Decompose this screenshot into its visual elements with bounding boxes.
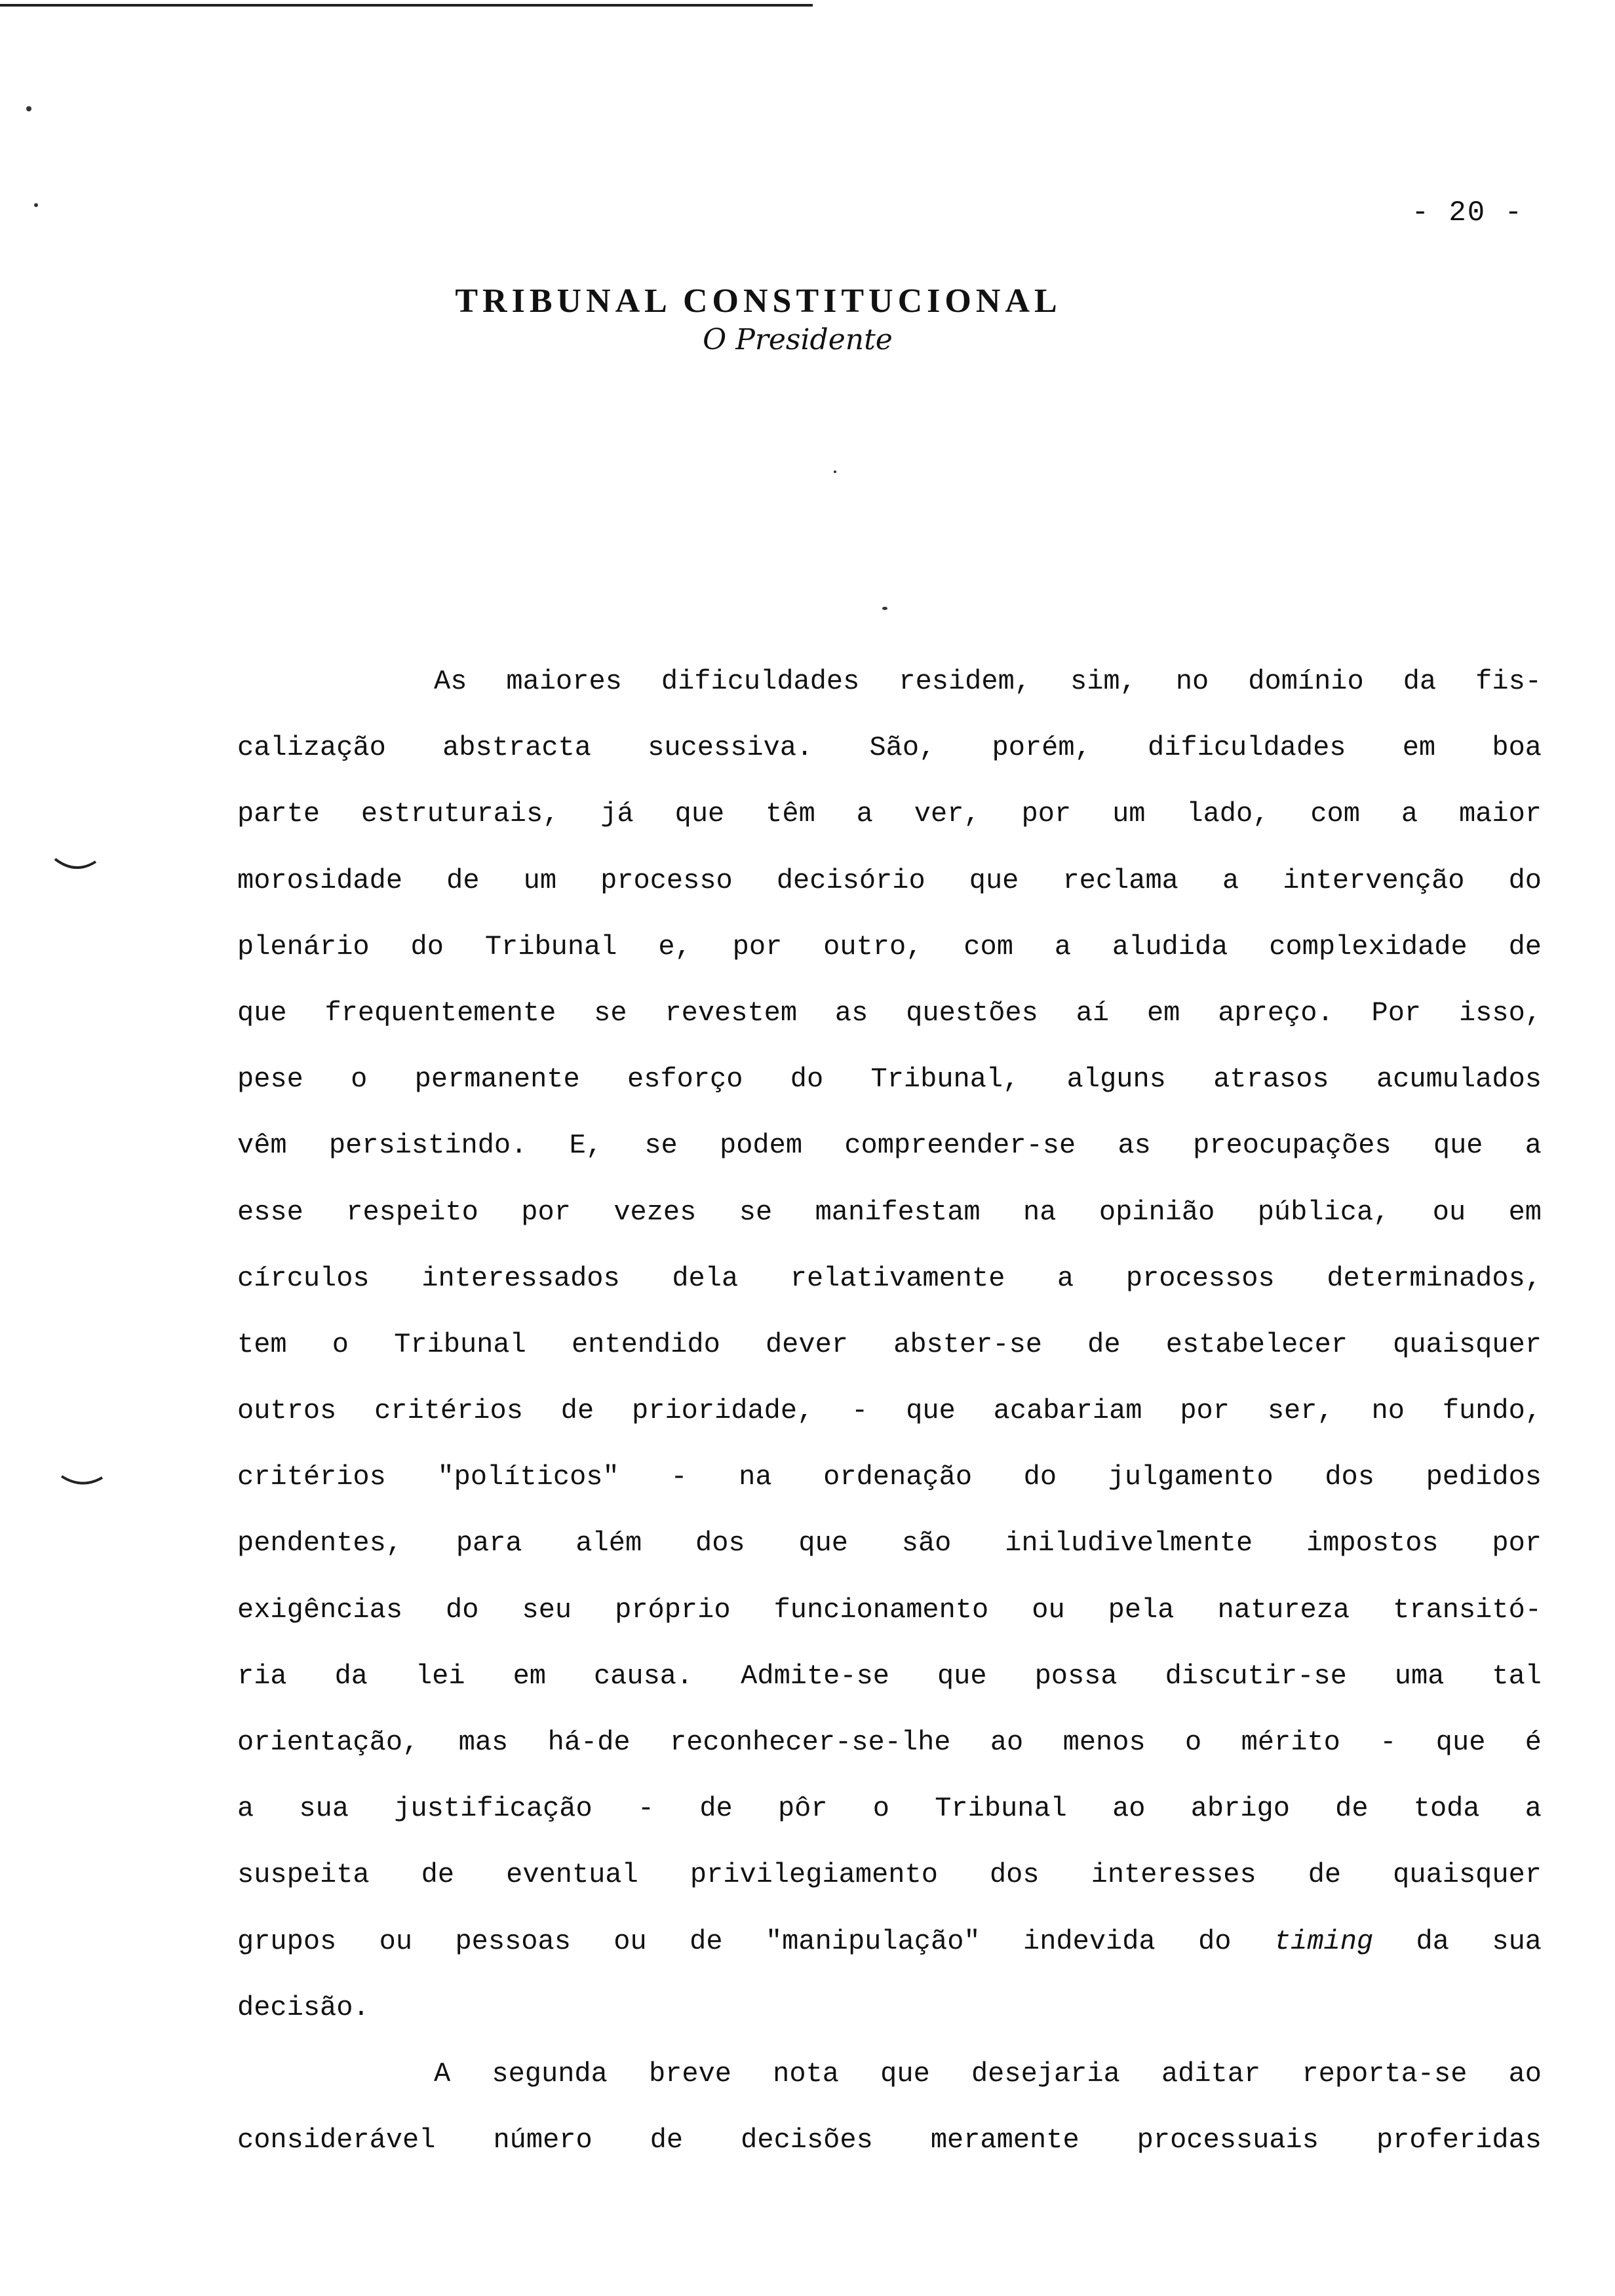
body-text	[237, 649, 1542, 2173]
text-line: pese o permanente esforço do Tribunal, alguns atrasos acumulados	[237, 1063, 1542, 1096]
text-line: esse respeito por vezes se manifestam na opinião pública, ou em	[237, 1196, 1542, 1228]
text-line: parte estruturais, já que têm a ver, por um lado, com a maior	[237, 798, 1542, 830]
text-line: grupos ou pessoas ou de "manipulação" indevida do timing da sua	[237, 1925, 1542, 1957]
office-title: O Presidente	[703, 323, 893, 356]
text-line: critérios "políticos" - na ordenação do julgamento dos pedidos	[237, 1461, 1542, 1493]
binding-hole-mark	[52, 855, 98, 875]
text-line: As maiores dificuldades residem, sim, no domínio da fis-	[434, 666, 1542, 697]
top-rule	[0, 4, 813, 7]
text-line: plenário do Tribunal e, por outro, com a aludida complexidade de	[237, 930, 1542, 963]
scan-speck	[834, 470, 836, 473]
institution-name: TRIBUNAL CONSTITUCIONAL	[455, 282, 1062, 320]
text-line: suspeita de eventual privilegiamento dos interesses de quaisquer	[237, 1859, 1542, 1891]
text-line: pendentes, para além dos que são iniludivelmente impostos por	[237, 1527, 1542, 1559]
text-line: morosidade de um processo decisório que reclama a intervenção do	[237, 864, 1542, 896]
text-line: vêm persistindo. E, se podem compreender-se as preocupações que a	[237, 1130, 1542, 1162]
scan-speck	[882, 607, 887, 610]
text-line: decisão.	[237, 1991, 370, 2023]
text-line: a sua justificação - de pôr o Tribunal ao abrigo de toda a	[237, 1793, 1542, 1825]
scan-speck	[26, 106, 31, 111]
text-line: que frequentemente se revestem as questões aí em apreço. Por isso,	[237, 997, 1542, 1029]
text-line: orientação, mas há-de reconhecer-se-lhe ao menos o mérito - que é	[237, 1727, 1542, 1758]
text-line: círculos interessados dela relativamente a processos determinados,	[237, 1262, 1542, 1294]
text-line: ria da lei em causa. Admite-se que possa discutir-se uma tal	[237, 1660, 1542, 1692]
text-line: outros critérios de prioridade, - que acabariam por ser, no fundo,	[237, 1395, 1542, 1427]
text-line: calização abstracta sucessiva. São, porém, dificuldades em boa	[237, 732, 1542, 764]
page-number: - 20 -	[1411, 197, 1523, 229]
text-line: considerável número de decisões meramente processuais proferidas	[237, 2124, 1542, 2156]
text-line: A segunda breve nota que desejaria aditar reporta-se ao	[434, 2057, 1542, 2090]
text-line: exigências do seu próprio funcionamento ou pela natureza transitó-	[237, 1594, 1542, 1626]
scan-speck	[34, 203, 38, 207]
binding-hole-mark	[59, 1471, 105, 1491]
letterhead	[0, 282, 1615, 356]
text-line: tem o Tribunal entendido dever abster-se de estabelecer quaisquer	[237, 1328, 1542, 1360]
